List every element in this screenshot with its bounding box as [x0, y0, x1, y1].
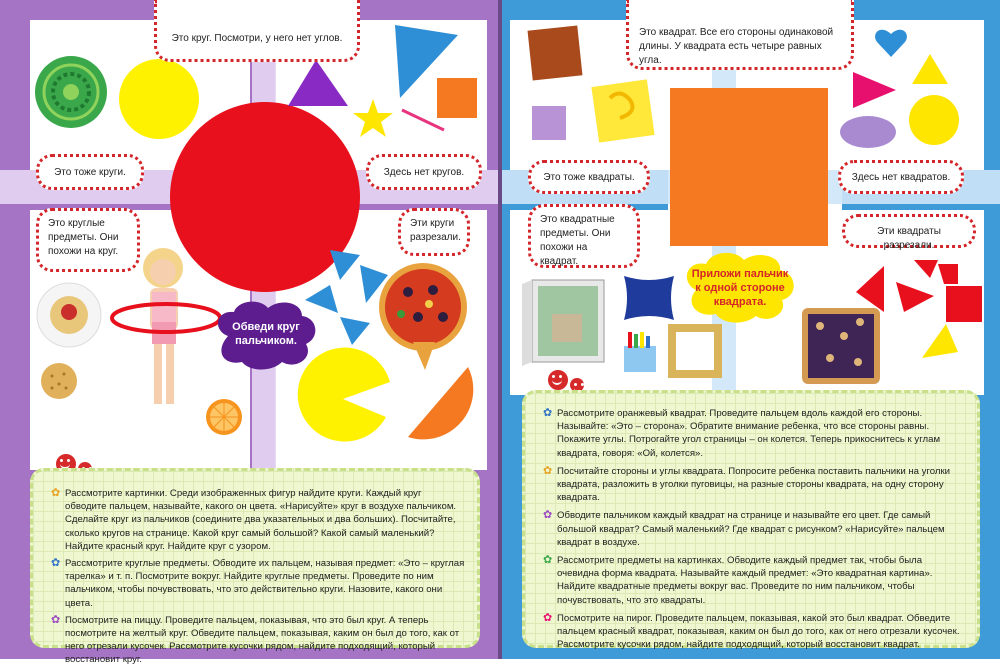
smiley-icon: [546, 368, 570, 392]
instruction-5: ✿ Посмотрите на пирог. Проведите пальцем, показывая, какой это был квадрат. Обведите пальцем красный квадрат, показывая, каким он был до того, как от него отрезали кусочек. Рассмотрите кусочки рядом, найдите подходящий, который восстановит квадрат.: [543, 611, 960, 651]
cloud-text: Приложи пальчик к одной стороне квадрата.: [691, 268, 789, 308]
flower-icon: ✿: [543, 554, 553, 567]
top-bubble-circle: [154, 0, 360, 62]
yellow-star: [352, 98, 394, 138]
flower-icon: ✿: [543, 407, 553, 419]
top-bubble-text: Это квадрат. Все его стороны одинаковой длины. У квадрата есть четыре равных угла.: [639, 27, 834, 66]
brown-square: [526, 24, 584, 82]
orange-slice: [205, 398, 243, 436]
bubble-also-squares: [528, 160, 650, 194]
bubble-text: Эти круги разрезали.: [410, 218, 461, 243]
window: [522, 274, 614, 368]
flower-icon: ✿: [543, 611, 553, 624]
bubble-text: Здесь нет кругов.: [383, 167, 465, 178]
top-bubble-square: [626, 0, 854, 70]
patterned-green-circle: [34, 55, 108, 129]
flower-icon: ✿: [51, 487, 61, 499]
instruction-2: ✿ Рассмотрите круглые предметы. Обводите их пальцем, называя предмет: «Это – круглая тарелка» и т. п. Посмотрите вокруг. Найдите круглые предметы. Проведите по ним пальчиком, чтобы почувствовать, что это действительно круги. Назовите, какого они цвета.: [51, 557, 465, 609]
spaghetti-plate: [36, 282, 102, 348]
cloud-text: Обведи круг пальчиком.: [232, 321, 300, 347]
top-bubble-text: Это круг. Посмотри, у него нет углов.: [171, 33, 343, 44]
magenta-triangle: [848, 70, 898, 110]
flower-icon: ✿: [51, 557, 61, 570]
cracker: [40, 362, 78, 400]
instruction-2: ✿ Посчитайте стороны и углы квадрата. Попросите ребенка поставить пальчики на уголки квадрата, разложить в уголки пуговицы, на разные стороны квадрата, на одну сторону квадрата.: [543, 464, 951, 504]
yellow-patterned-square: [590, 78, 656, 144]
left-page: [0, 0, 498, 666]
orange-half-circle: [398, 362, 478, 442]
instructions-note-right: [522, 390, 980, 651]
bubble-cut-circles: [398, 208, 470, 256]
bubble-no-circles: [366, 154, 482, 190]
pencil-cup: [618, 330, 662, 374]
picture-frame: [666, 322, 724, 380]
bubble-text: Это тоже круги.: [54, 167, 126, 178]
bubble-text: Это круглые предметы. Они похожи на круг.: [48, 218, 119, 257]
instruction-1: ✿ Рассмотрите оранжевый квадрат. Проведите пальцем вдоль каждой его стороны. Называйте: «Это – сторона». Обратите внимание ребенка, что все стороны равны. Покажите углы. Потрогайте угол страницы – он колется. Теперь прикоснитесь к углам квадрата, говоря: «Ой, колется».: [543, 407, 941, 459]
bubble-cut-squares: [842, 214, 976, 251]
bubble-also-circles: [36, 154, 144, 190]
flower-icon: ✿: [543, 464, 553, 477]
bubble-text: Это тоже квадраты.: [543, 172, 635, 183]
cloud-trace-circle: [222, 320, 310, 348]
lilac-oval: [838, 114, 898, 150]
bubble-text: Эти квадраты разрезали.: [877, 226, 941, 251]
right-page: [502, 0, 1000, 659]
blue-pillow: [620, 272, 678, 324]
instructions-note-left: [30, 468, 480, 666]
bubble-square-objects: [528, 204, 640, 268]
berry-pie: [800, 306, 882, 386]
pink-line: [400, 108, 446, 132]
instruction-3: ✿ Посмотрите на пиццу. Проведите пальцем, показывая, что это был круг. А теперь посмотрите на желтый круг. Обведите пальцем, показывая, каким он был до того, как от него отрезали кусочек. Рассмотрите кусочки рядом, найдите подходящий, который восстановит круг.: [51, 613, 460, 666]
cloud-finger-side: [688, 267, 792, 309]
purple-triangle: [286, 58, 350, 108]
instruction-4: ✿ Рассмотрите предметы на картинках. Обводите каждый предмет так, чтобы была очевидна форма квадрата. Называйте каждый предмет: «Это квадратная картина». Найдите квадратные предметы вокруг вас. Проведите по ним пальчиком, чтобы почувствовать, что это квадраты.: [543, 554, 933, 606]
bubble-text: Здесь нет квадратов.: [851, 172, 951, 183]
instruction-3: ✿ Обводите пальчиком каждый квадрат на странице и называйте его цвет. Где самый большой квадрат? Самый маленький? Где квадрат с рисунком? «Нарисуйте» пальцем квадрат в воздухе.: [543, 509, 945, 548]
yellow-triangle: [910, 52, 950, 86]
blue-heart: [874, 26, 908, 58]
lilac-square: [532, 106, 566, 140]
flower-icon: ✿: [543, 509, 553, 522]
instruction-1: ✿ Рассмотрите картинки. Среди изображенных фигур найдите круги. Каждый круг обводите пальцем, называйте, какого он цвета. «Нарисуйте» круг в воздухе пальчиком. Сделайте круг из пальчиков (соедините два указательных и два больших). Посчитайте, сколько кругов на странице. Какой круг самый большой? Какой самый маленький? Найдите красный круг. Найдите круг с узором.: [51, 487, 457, 552]
yellow-circle: [908, 94, 960, 146]
flower-icon: ✿: [51, 613, 61, 626]
bubble-text: Это квадратные предметы. Они похожи на квадрат.: [540, 214, 615, 267]
bubble-no-squares: [838, 160, 964, 194]
bubble-round-objects: [36, 208, 140, 272]
big-orange-square: [670, 88, 828, 246]
